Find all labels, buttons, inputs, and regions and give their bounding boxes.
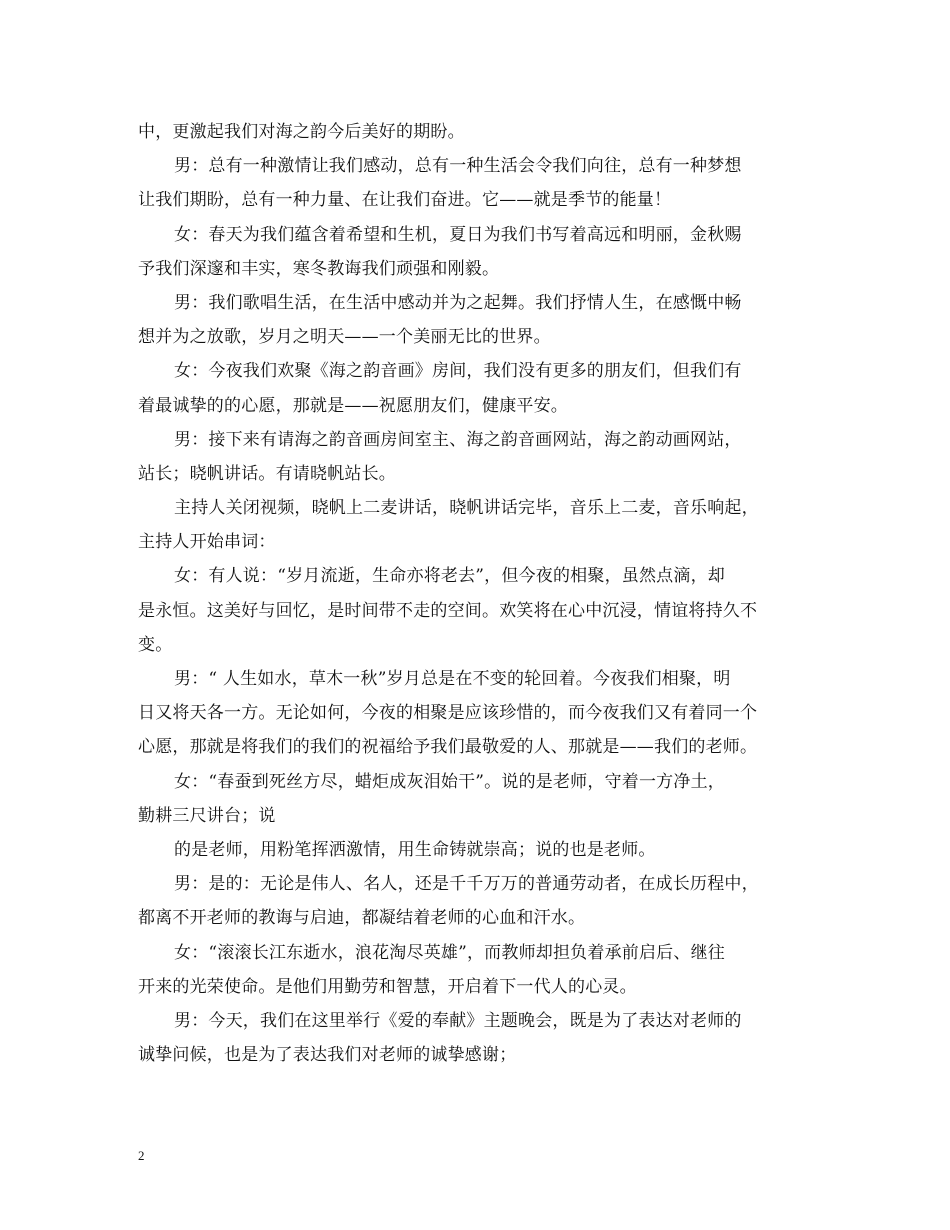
- text-line: 着最诚挚的的心愿，那就是——祝愿朋友们，健康平安。: [138, 395, 568, 416]
- text-line: 中，更激起我们对海之韵今后美好的期盼。: [138, 122, 465, 142]
- text-line: 男：我们歌唱生活，在生活中感动并为之起舞。我们抒情人生，在感慨中畅: [174, 292, 742, 313]
- text-line: 开来的光荣使命。是他们用勤劳和智慧，开启着下一代人的心灵。: [138, 976, 637, 997]
- text-line: 女：“滚滚长江东逝水，浪花淘尽英雄”，而教师却担负着承前启后、继往: [174, 942, 725, 963]
- text-line: 男：总有一种激情让我们感动，总有一种生活会令我们向往，总有一种梦想: [174, 156, 742, 177]
- text-line: 男：接下来有请海之韵音画房间室主、海之韵音画网站，海之韵动画网站，: [174, 429, 742, 450]
- text-line: 站长；晓帆讲话。有请晓帆站长。: [138, 463, 396, 484]
- text-line: 心愿，那就是将我们的我们的祝福给予我们最敬爱的人、那就是——我们的老师。: [138, 737, 758, 758]
- page-number: 2: [138, 1148, 145, 1163]
- text-line: 都离不开老师的教诲与启迪，都凝结着老师的心血和汗水。: [138, 908, 586, 929]
- text-line: 让我们期盼，总有一种力量、在让我们奋进。它——就是季节的能量！: [138, 190, 672, 211]
- text-line: 日又将天各一方。无论如何，今夜的相聚是应该珍惜的，而今夜我们又有着同一个: [138, 703, 758, 724]
- text-line: 男：是的：无论是伟人、名人，还是千千万万的普通劳动者，在成长历程中，: [174, 874, 759, 895]
- text-line: 变。: [138, 634, 173, 655]
- text-line: 男：今天，我们在这里举行《爱的奉献》主题晚会，既是为了表达对老师的: [174, 1010, 742, 1031]
- text-line: 主持人关闭视频，晓帆上二麦讲话，晓帆讲话完毕，音乐上二麦，音乐响起，: [174, 498, 759, 519]
- text-line: 女：有人说：“岁月流逝，生命亦将老去”，但今夜的相聚，虽然点滴，却: [174, 566, 725, 587]
- text-line: 女：今夜我们欢聚《海之韵音画》房间，我们没有更多的朋友们，但我们有: [174, 361, 742, 382]
- text-line: 女：春天为我们蕴含着希望和生机，夏日为我们书写着高远和明丽，金秋赐: [174, 224, 742, 245]
- text-line: 的是老师，用粉笔挥洒激情，用生命铸就崇高；说的也是老师。: [174, 839, 656, 860]
- text-line: 主持人开始串词：: [138, 532, 276, 553]
- text-line: 想并为之放歌，岁月之明天——一个美丽无比的世界。: [138, 327, 551, 348]
- text-line: 予我们深邃和丰实，寒冬教诲我们顽强和刚毅。: [138, 258, 500, 279]
- text-line: 是永恒。这美好与回忆，是时间带不走的空间。欢笑将在心中沉浸，情谊将持久不: [138, 600, 758, 621]
- text-line: 女：“春蚕到死丝方尽，蜡炬成灰泪始干”。说的是老师，守着一方净土，: [174, 771, 725, 792]
- text-line: 诚挚问候，也是为了表达我们对老师的诚挚感谢；: [138, 1045, 517, 1066]
- body-text: [138, 115, 828, 1072]
- text-line: 男：“ 人生如水，草木一秋”岁月总是在不变的轮回着。今夜我们相聚，明: [174, 669, 731, 689]
- text-line: 勤耕三尺讲台；说: [138, 805, 276, 826]
